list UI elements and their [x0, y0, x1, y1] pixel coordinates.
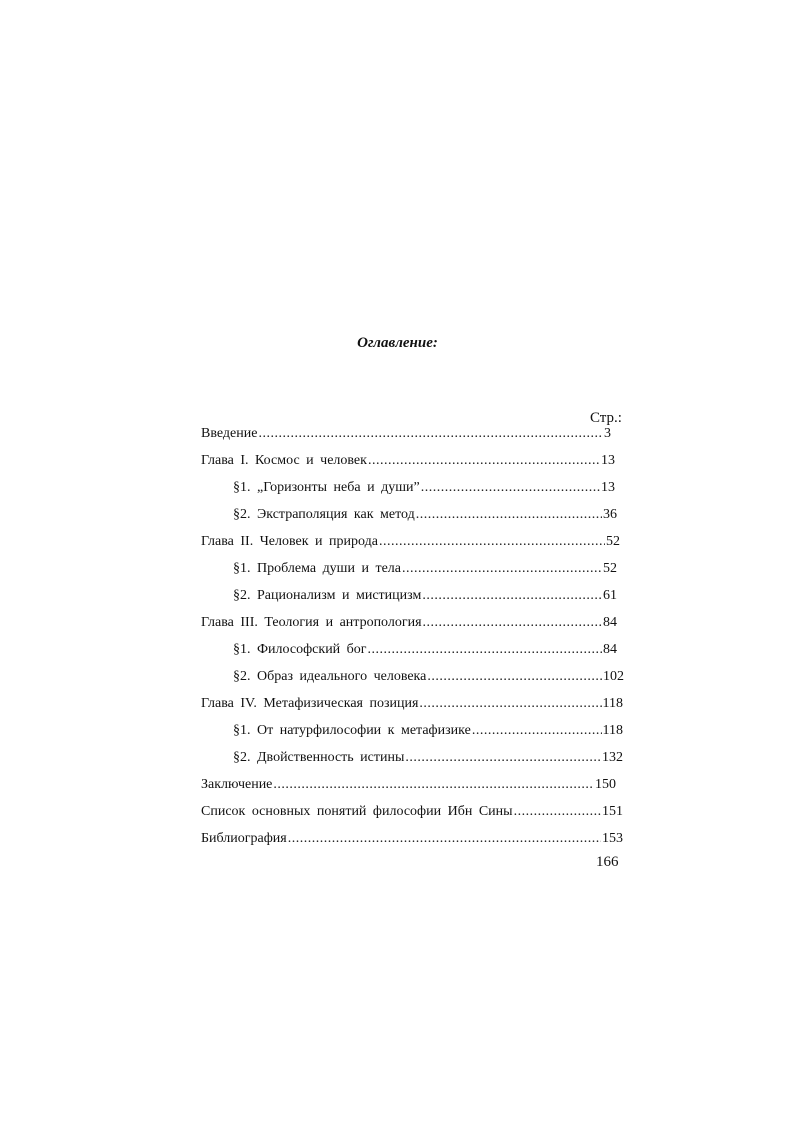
toc-entry-chapter-4 — [201, 694, 623, 714]
dot-leader — [423, 613, 602, 633]
toc-entry-chapter-2-section-2 — [233, 586, 617, 606]
toc-entry-title: Глава II. Человек и природа — [201, 534, 378, 549]
toc-entry-page: 13 — [601, 453, 615, 468]
dot-leader — [421, 478, 600, 498]
dot-leader — [422, 586, 602, 606]
toc-entry-title: §2. Экстраполяция как метод — [233, 507, 415, 522]
dot-leader — [273, 775, 594, 795]
toc-entry-page: 52 — [606, 534, 620, 549]
toc-entry-title: Глава III. Теология и антропология — [201, 615, 422, 630]
toc-entry-page: 151 — [602, 804, 623, 819]
toc-entry-title: §2. Образ идеального человека — [233, 669, 427, 684]
toc-entry-page: 84 — [603, 615, 617, 630]
toc-entry-chapter-3-section-1 — [233, 640, 617, 660]
toc-entry-chapter-2 — [201, 532, 620, 552]
toc-entry-page: 84 — [603, 642, 617, 657]
toc-entry-title: §1. „Горизонты неба и души” — [233, 480, 420, 495]
toc-entry-conclusion — [201, 775, 616, 795]
toc-entry-page: 102 — [603, 669, 624, 684]
dot-leader — [368, 640, 602, 660]
dot-leader — [472, 721, 602, 741]
toc-entry-bibliography — [201, 829, 623, 849]
dot-leader — [514, 802, 601, 822]
toc-entry-page: 36 — [603, 507, 617, 522]
dot-leader — [427, 667, 602, 687]
toc-entry-page: 118 — [602, 696, 623, 711]
toc-entry-title: Список основных понятий философии Ибн Сины — [201, 804, 513, 819]
toc-entry-title: Заключение — [201, 777, 273, 792]
toc-entry-chapter-1-section-1 — [233, 478, 615, 498]
dot-leader — [258, 424, 603, 444]
dot-leader — [288, 829, 601, 849]
toc-entry-title: §1. Философский бог — [233, 642, 367, 657]
page-number: 166 — [596, 854, 619, 870]
toc-entry-title: Библиография — [201, 831, 287, 846]
toc-entry-chapter-4-section-2 — [233, 748, 623, 768]
toc-entry-title: §1. От натурфилософии к метафизике — [233, 723, 471, 738]
toc-entry-chapter-3 — [201, 613, 617, 633]
dot-leader — [379, 532, 605, 552]
toc-entry-title: Глава IV. Метафизическая позиция — [201, 696, 419, 711]
toc-entry-page: 61 — [603, 588, 617, 603]
toc-entry-title: §2. Рационализм и мистицизм — [233, 588, 422, 603]
toc-entry-introduction — [201, 424, 611, 444]
toc-entry-chapter-2-section-1 — [233, 559, 617, 579]
toc-entry-chapter-3-section-2 — [233, 667, 624, 687]
toc-entry-page: 132 — [602, 750, 623, 765]
page-column-label: Стр.: — [590, 410, 622, 426]
toc-entry-title: Введение — [201, 426, 258, 441]
dot-leader — [419, 694, 601, 714]
toc-entry-title: §1. Проблема души и тела — [233, 561, 401, 576]
toc-entry-chapter-1 — [201, 451, 615, 471]
toc-entry-chapter-4-section-1 — [233, 721, 623, 741]
toc-entry-page: 150 — [595, 777, 616, 792]
toc-entry-chapter-1-section-2 — [233, 505, 617, 525]
dot-leader — [416, 505, 602, 525]
toc-title: Оглавление: — [357, 335, 438, 351]
toc-entry-page: 3 — [604, 426, 611, 441]
dot-leader — [405, 748, 601, 768]
toc-entry-page: 118 — [602, 723, 623, 738]
toc-entry-title: Глава I. Космос и человек — [201, 453, 367, 468]
toc-entry-page: 153 — [602, 831, 623, 846]
toc-entry-glossary — [201, 802, 623, 822]
dot-leader — [368, 451, 600, 471]
toc-entry-title: §2. Двойственность истины — [233, 750, 405, 765]
dot-leader — [402, 559, 602, 579]
toc-entry-page: 52 — [603, 561, 617, 576]
toc-entry-page: 13 — [601, 480, 615, 495]
